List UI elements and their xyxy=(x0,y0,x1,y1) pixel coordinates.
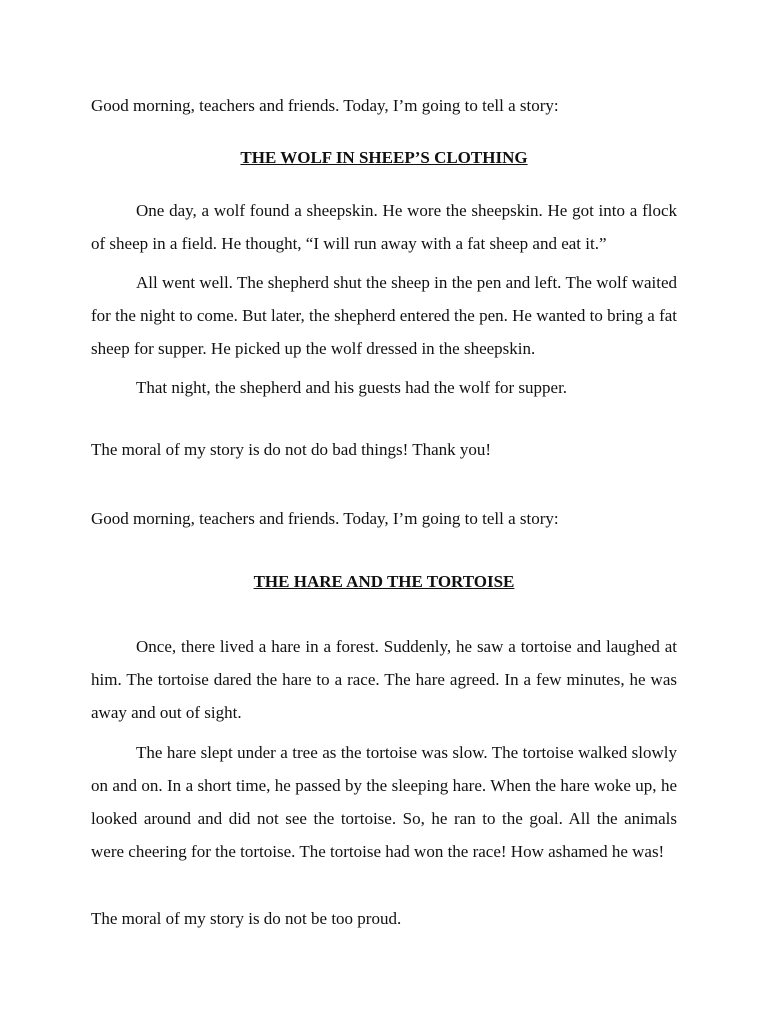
story2-paragraph-2: The hare slept under a tree as the tortoise was slow. The tortoise walked slowly on and on. In a short time, he passed by the sleeping hare. When the hare woke up, he looked around and did not see the tortoise. So, he ran to the goal. All the animals were cheering for the tortoise. The tortoise had won the race! How ashamed he was! xyxy=(91,743,677,861)
story2-paragraph-1: Once, there lived a hare in a forest. Suddenly, he saw a tortoise and laughed at him. The tortoise dared the hare to a race. The hare agreed. In a few minutes, he was away and out of sight. xyxy=(91,637,677,722)
story2-title: THE HARE AND THE TORTOISE xyxy=(253,572,515,591)
story2-intro: Good morning, teachers and friends. Today, I’m going to tell a story: xyxy=(91,509,559,528)
story1-intro: Good morning, teachers and friends. Today, I’m going to tell a story: xyxy=(91,96,559,115)
story1-title: THE WOLF IN SHEEP’S CLOTHING xyxy=(240,148,528,167)
story2-moral: The moral of my story is do not be too proud. xyxy=(91,909,402,928)
story1-paragraph-1: One day, a wolf found a sheepskin. He wore the sheepskin. He got into a flock of sheep in a field. He thought, “I will run away with a fat sheep and eat it.” xyxy=(91,201,677,253)
story1-paragraph-3: That night, the shepherd and his guests had the wolf for supper. xyxy=(136,378,568,397)
story1-paragraph-2: All went well. The shepherd shut the sheep in the pen and left. The wolf waited for the night to come. But later, the shepherd entered the pen. He wanted to bring a fat sheep for supper. He picked up the wolf dressed in the sheepskin. xyxy=(91,273,677,358)
story1-moral: The moral of my story is do not do bad things! Thank you! xyxy=(91,440,492,459)
